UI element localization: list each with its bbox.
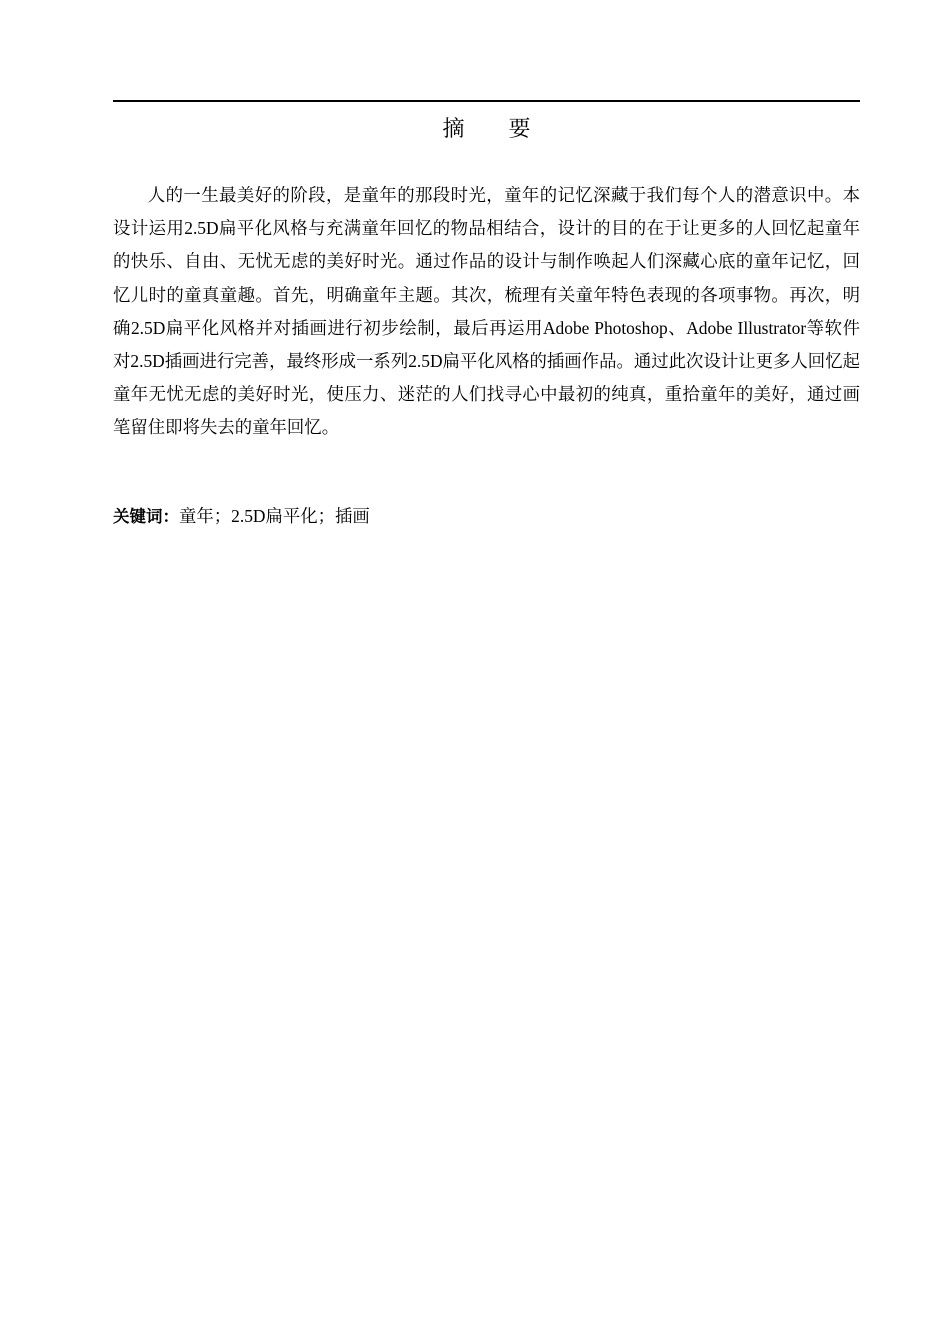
keywords-value: 童年；2.5D扁平化；插画 — [179, 506, 370, 526]
keywords-label: 关键词： — [113, 507, 179, 526]
abstract-title-char-1: 摘 — [442, 117, 465, 142]
keywords-line — [113, 500, 860, 533]
abstract-title — [113, 114, 860, 146]
header-rule — [113, 100, 860, 102]
abstract-body: 人的一生最美好的阶段，是童年的那段时光，童年的记忆深藏于我们每个人的潜意识中。本设计运用2.5D扁平化风格与充满童年回忆的物品相结合，设计的目的在于让更多的人回忆起童年的快乐、自由、无忧无虑的美好时光。通过作品的设计与制作唤起人们深藏心底的童年记忆，回忆儿时的童真童趣。首先，明确童年主题。其次，梳理有关童年特色表现的各项事物。再次，明确2.5D扁平化风格并对插画进行初步绘制，最后再运用Adobe Photoshop、Adobe Illustrator等软件对2.5D插画进行完善，最终形成一系列2.5D扁平化风格的插画作品。通过此次设计让更多人回忆起童年无忧无虑的美好时光，使压力、迷茫的人们找寻心中最初的纯真，重拾童年的美好，通过画笔留住即将失去的童年回忆。 — [113, 185, 860, 438]
abstract-title-char-2: 要 — [508, 117, 531, 142]
